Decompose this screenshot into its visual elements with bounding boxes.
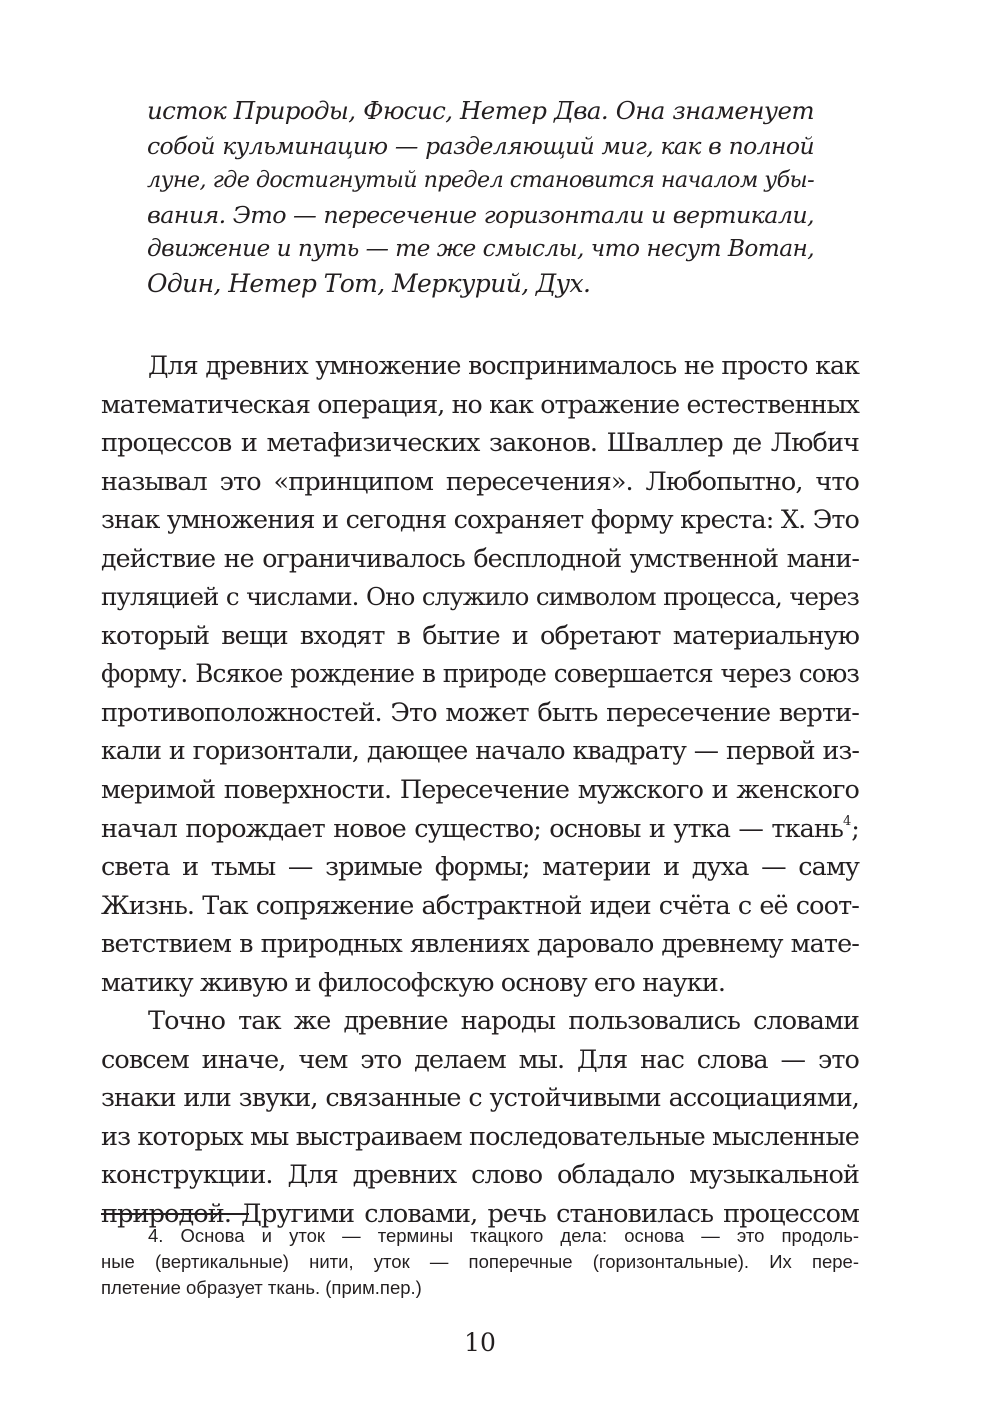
text-line: кали и горизонтали, дающее начало квадрату — первой из- xyxy=(101,736,859,766)
text-line: света и тьмы — зримые формы; материи и духа — саму xyxy=(101,852,859,883)
text-line: меримой поверхности. Пересечение мужского и женского xyxy=(101,775,859,806)
text-line: форму. Всякое рождение в природе совершается через союз xyxy=(101,659,859,689)
text-line: знак умножения и сегодня сохраняет форму креста: X. Это xyxy=(101,505,859,536)
quote-line: движение и путь — те же смыслы, что несут Вотан, xyxy=(147,235,814,263)
text-line: процессов и метафизических законов. Шваллер де Любич xyxy=(101,428,859,459)
footnote-divider xyxy=(101,1213,249,1215)
text-line: Для древних умножение воспринималось не просто как xyxy=(148,351,859,380)
quote-line: Один, Нетер Тот, Меркурий, Дух. xyxy=(147,268,591,298)
page-number: 10 xyxy=(464,1328,496,1357)
footnote-line: плетение образует ткань. (прим.пер.) xyxy=(101,1277,422,1298)
text-line: называл это «принципом пересечения». Любопытно, что xyxy=(101,466,859,497)
footnote xyxy=(101,1223,859,1301)
text-line: совсем иначе, чем это делаем мы. Для нас слова — это xyxy=(101,1044,859,1075)
text-line: который вещи входят в бытие и обретают материальную xyxy=(101,620,859,651)
quote-line: вания. Это — пересечение горизонтали и вертикали, xyxy=(147,200,814,229)
footnote-reference-trail: ; xyxy=(851,813,859,844)
footnote-line: 4. Основа и уток — термины ткацкого дела: основа — это продоль- xyxy=(148,1225,859,1246)
text-line: Точно так же древние народы пользовались словами xyxy=(148,1006,859,1037)
footnote-reference[interactable]: 4 xyxy=(843,813,852,829)
text-line-segment: начал порождает новое существо; основы и утка — ткань xyxy=(101,813,844,844)
text-line: конструкции. Для древних слово обладало музыкальной xyxy=(101,1160,859,1191)
text-line: природой. Другими словами, речь становилась процессом xyxy=(101,1199,859,1230)
text-line: действие не ограничивалось бесплодной умственной мани- xyxy=(101,543,859,573)
text-line: математическая операция, но как отражение естественных xyxy=(101,389,859,419)
main-text xyxy=(101,347,859,1234)
quote-line: собой кульминацию — разделяющий миг, как в полной xyxy=(147,131,814,160)
text-line: противоположностей. Это может быть пересечение верти- xyxy=(101,697,859,728)
quote-line: исток Природы, Фюсис, Нетер Два. Она знаменует xyxy=(147,96,814,125)
paragraph-multiplication xyxy=(101,347,859,1002)
text-line: Жизнь. Так сопряжение абстрактной идеи счёта с её соот- xyxy=(101,890,859,921)
text-line: знаки или звуки, связанные с устойчивыми ассоциациями, xyxy=(101,1083,859,1114)
footnote-line: ные (вертикальные) нити, уток — поперечные (горизонтальные). Их пере- xyxy=(101,1251,859,1272)
quote-line: луне, где достигнутый предел становится началом убы- xyxy=(147,167,814,194)
paragraph-words xyxy=(101,1002,859,1233)
block-quote xyxy=(147,94,814,302)
text-line-with-footnote xyxy=(101,810,859,849)
text-line: пуляцией с числами. Оно служило символом процесса, через xyxy=(101,582,859,612)
text-line: матику живую и философскую основу его науки. xyxy=(101,967,726,998)
text-line: ветствием в природных явлениях даровало древнему мате- xyxy=(101,929,859,960)
text-line: из которых мы выстраиваем последовательные мысленные xyxy=(101,1121,859,1152)
